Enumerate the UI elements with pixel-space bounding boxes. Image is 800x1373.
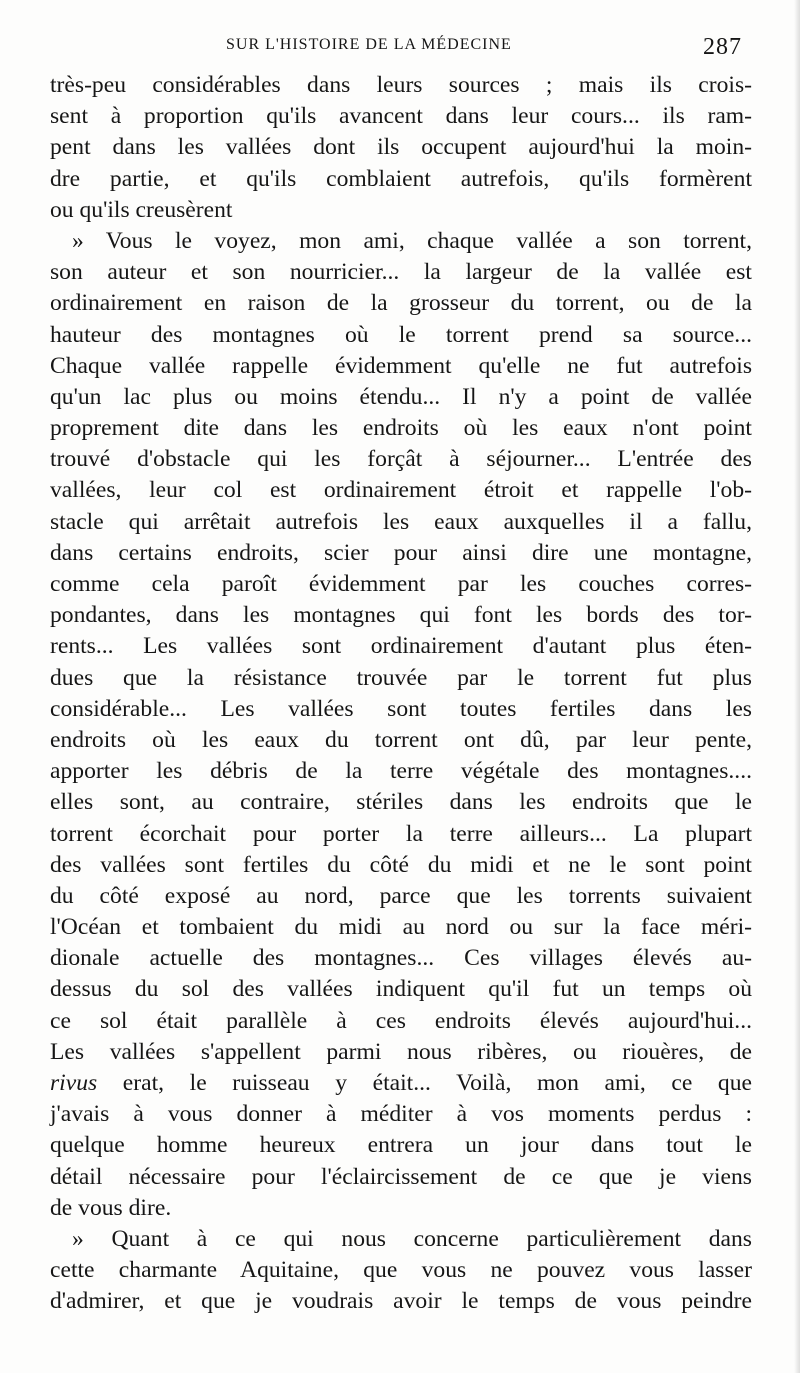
text-line: ou qu'ils creusèrent bbox=[50, 196, 233, 223]
page-header bbox=[0, 34, 800, 64]
text-line: dans certains endroits, scier pour ainsi dire une montagne, bbox=[50, 539, 752, 566]
text-line: torrent écorchait pour porter la terre ailleurs... La plupart bbox=[50, 820, 752, 847]
text-line: vallées, leur col est ordinairement étroit et rappelle l'ob- bbox=[50, 477, 752, 504]
text-line: qu'un lac plus ou moins étendu... Il n'y a point de vallée bbox=[50, 383, 752, 410]
text-line: considérable... Les vallées sont toutes fertiles dans les bbox=[50, 695, 752, 722]
text-line: d'admirer, et que je voudrais avoir le temps de vous peindre bbox=[50, 1288, 752, 1315]
text-line: son auteur et son nourricier... la largeur de la vallée est bbox=[50, 259, 752, 286]
text-line: elles sont, au contraire, stériles dans les endroits que le bbox=[50, 789, 752, 816]
text-line: hauteur des montagnes où le torrent prend sa source... bbox=[50, 321, 752, 348]
text-line: pondantes, dans les montagnes qui font les bords des tor- bbox=[50, 602, 752, 629]
page-edge-shadow bbox=[794, 0, 800, 1373]
text-line: endroits où les eaux du torrent ont dû, par leur pente, bbox=[50, 726, 752, 753]
text-line: détail nécessaire pour l'éclaircissement de ce que je viens bbox=[50, 1163, 752, 1190]
text-line: trouvé d'obstacle qui les forçât à séjourner... L'entrée des bbox=[50, 446, 752, 473]
text-line-with-italic bbox=[50, 1068, 752, 1099]
text-line: stacle qui arrêtait autrefois les eaux auxquelles il a fallu, bbox=[50, 508, 752, 535]
paragraph-start-line: » Vous le voyez, mon ami, chaque vallée a son torrent, bbox=[72, 227, 752, 254]
paragraph-start-line: » Quant à ce qui nous concerne particulièrement dans bbox=[72, 1225, 752, 1252]
text-line: dre partie, et qu'ils comblaient autrefois, qu'ils formèrent bbox=[50, 165, 752, 192]
text-line: ordinairement en raison de la grosseur du torrent, ou de la bbox=[50, 290, 752, 317]
text-line: des vallées sont fertiles du côté du midi et ne le sont point bbox=[50, 851, 752, 878]
text-line: proprement dite dans les endroits où les eaux n'ont point bbox=[50, 415, 752, 442]
text-line: comme cela paroît évidemment par les couches corres- bbox=[50, 571, 752, 597]
text-line: Chaque vallée rappelle évidemment qu'elle ne fut autrefois bbox=[50, 352, 752, 379]
text-line: pent dans les vallées dont ils occupent aujourd'hui la moin- bbox=[50, 134, 752, 161]
text-line: dessus du sol des vallées indiquent qu'il fut un temps où bbox=[50, 976, 752, 1003]
text-line: l'Océan et tombaient du midi au nord ou sur la face méri- bbox=[50, 914, 752, 941]
text-line: très-peu considérables dans leurs sources ; mais ils crois- bbox=[50, 72, 752, 98]
page-number: 287 bbox=[703, 34, 742, 60]
text-line: quelque homme heureux entrera un jour dans tout le bbox=[50, 1132, 752, 1159]
body-text bbox=[50, 70, 752, 1318]
text-line: dionale actuelle des montagnes... Ces villages élevés au- bbox=[50, 945, 752, 972]
text-line: j'avais à vous donner à méditer à vos moments perdus : bbox=[50, 1101, 752, 1128]
italic-word: rivus bbox=[50, 1070, 98, 1096]
text-line: sent à proportion qu'ils avancent dans leur cours... ils ram- bbox=[50, 103, 752, 130]
text-line: Les vallées s'appellent parmi nous ribères, ou riouères, de bbox=[50, 1038, 752, 1065]
text-line: ce sol était parallèle à ces endroits élevés aujourd'hui... bbox=[50, 1007, 752, 1034]
text-line: rents... Les vallées sont ordinairement d'autant plus éten- bbox=[50, 633, 752, 660]
text-line: cette charmante Aquitaine, que vous ne pouvez vous lasser bbox=[50, 1257, 752, 1284]
text-line: apporter les débris de la terre végétale des montagnes.... bbox=[50, 758, 752, 785]
text-line: dues que la résistance trouvée par le torrent fut plus bbox=[50, 664, 752, 691]
text-line: du côté exposé au nord, parce que les torrents suivaient bbox=[50, 882, 752, 909]
text-line-rest: erat, le ruisseau y était... Voilà, mon ami, ce que bbox=[122, 1070, 752, 1096]
running-title: SUR L'HISTOIRE DE LA MÉDECINE bbox=[226, 36, 512, 53]
text-line: de vous dire. bbox=[50, 1194, 172, 1221]
